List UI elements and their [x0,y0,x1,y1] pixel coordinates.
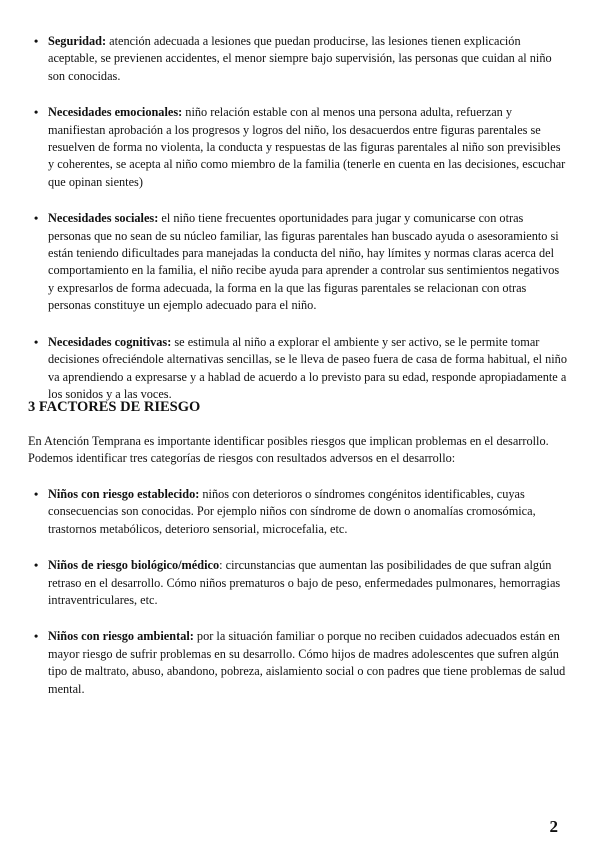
list-item-seguridad [0,33,600,85]
list-item-text: el niño tiene frecuentes oportunidades para jugar y comunicarse con otras personas que no sean de su núcleo familiar, las figuras parentales han buscado ayuda o asesoramiento si están teniendo dificultades para manejadas la conducta del niño, hay límites y normas claras acerca del comportamiento en la familia, el niño recibe ayuda para aprender a controlar sus sentimientos negativos y expresarlos de forma adecuada, la forma en la que las figuras parentales se relacionan con otras personas constituye un ejemplo adecuado para el niño. [48,211,560,313]
intro-paragraph: En Atención Temprana es importante identificar posibles riesgos que implican problemas en el desarrollo. Podemos identificar tres categorías de riesgos con resultados adversos en el desarrollo: [28,434,549,466]
bullet-icon: • [34,34,39,48]
list-item-necesidades-cognitivas [0,334,600,404]
list-item-term: Necesidades cognitivas: [48,334,172,349]
list-item-text: por la situación familiar o porque no reciben cuidados adecuados están en mayor riesgo de sufrir problemas en su desarrollo. Cómo hijos de madres adolescentes que sufren algún tipo de maltrato, abuso, abandono, pobreza, aislamiento social o con padres que tiene problemas de salud mental. [48,629,566,696]
bullet-icon: • [34,558,39,573]
list-item-term: Niños con riesgo ambiental: [48,629,194,644]
list-item-riesgo-establecido [0,486,600,538]
needs-list [0,33,600,403]
list-item-text: niños con deterioros o síndromes congénitos identificables, cuyas consecuencias son conocidas. Por ejemplo niños con síndrome de down o anomalías cromosómica, trastornos metabólicos, deterioro sensorial, microcefalia, etc. [48,487,536,536]
bullet-icon: • [34,487,39,501]
section-heading: 3 FACTORES DE RIESGO [28,399,201,415]
list-item-term: Niños de riesgo biológico/médico [48,558,220,573]
bullet-icon: • [34,629,39,644]
list-item-text: atención adecuada a lesiones que puedan producirse, las lesiones tienen explicación aceptable, se previenen accidentes, el menor siempre bajo supervisión, las personas que cuidan al niño son conocidas. [48,34,552,83]
risk-list [0,486,600,698]
bullet-icon: • [34,334,39,349]
list-item-text: se estimula al niño a explorar el ambiente y ser activo, se le permite tomar decisiones ofreciéndole alternativas sencillas, se le lleva de paseo fuera de casa de forma habitual, el niño va aprendiendo a expresarse y a hablad de acuerdo a lo previsto para su edad, responde apropiadamente a los sonidos y a las voces. [48,334,567,401]
list-item-text: niño relación estable con al menos una persona adulta, refuerzan y manifiestan aprobación a los progresos y logros del niño, los desacuerdos entre figuras parentales se resuelven de forma no violenta, la conducta y respuestas de las figuras parentales al niño son previsibles y coherentes, se acepta al niño como miembro de la familia (tenerle en cuenta en las decisiones, escuchar que opinan sientes) [48,105,566,189]
bullet-icon: • [34,211,39,226]
list-item-riesgo-biologico [0,557,600,609]
list-item-necesidades-sociales [0,210,600,314]
list-item-text: : circunstancias que aumentan las posibilidades de que sufran algún retraso en el desarrollo. Cómo niños prematuros o bajo de peso, enfermedades pulmonares, hemorragias intraventriculares, etc. [48,558,561,608]
page-number: 2 [549,817,558,836]
list-item-term: Necesidades emocionales: [48,105,183,120]
bullet-icon: • [34,105,39,120]
list-item-riesgo-ambiental [0,628,600,698]
list-item-necesidades-emocionales [0,104,600,191]
list-item-term: Necesidades sociales: [48,211,159,226]
list-item-term: Niños con riesgo establecido: [48,487,200,501]
list-item-term: Seguridad: [48,34,107,48]
